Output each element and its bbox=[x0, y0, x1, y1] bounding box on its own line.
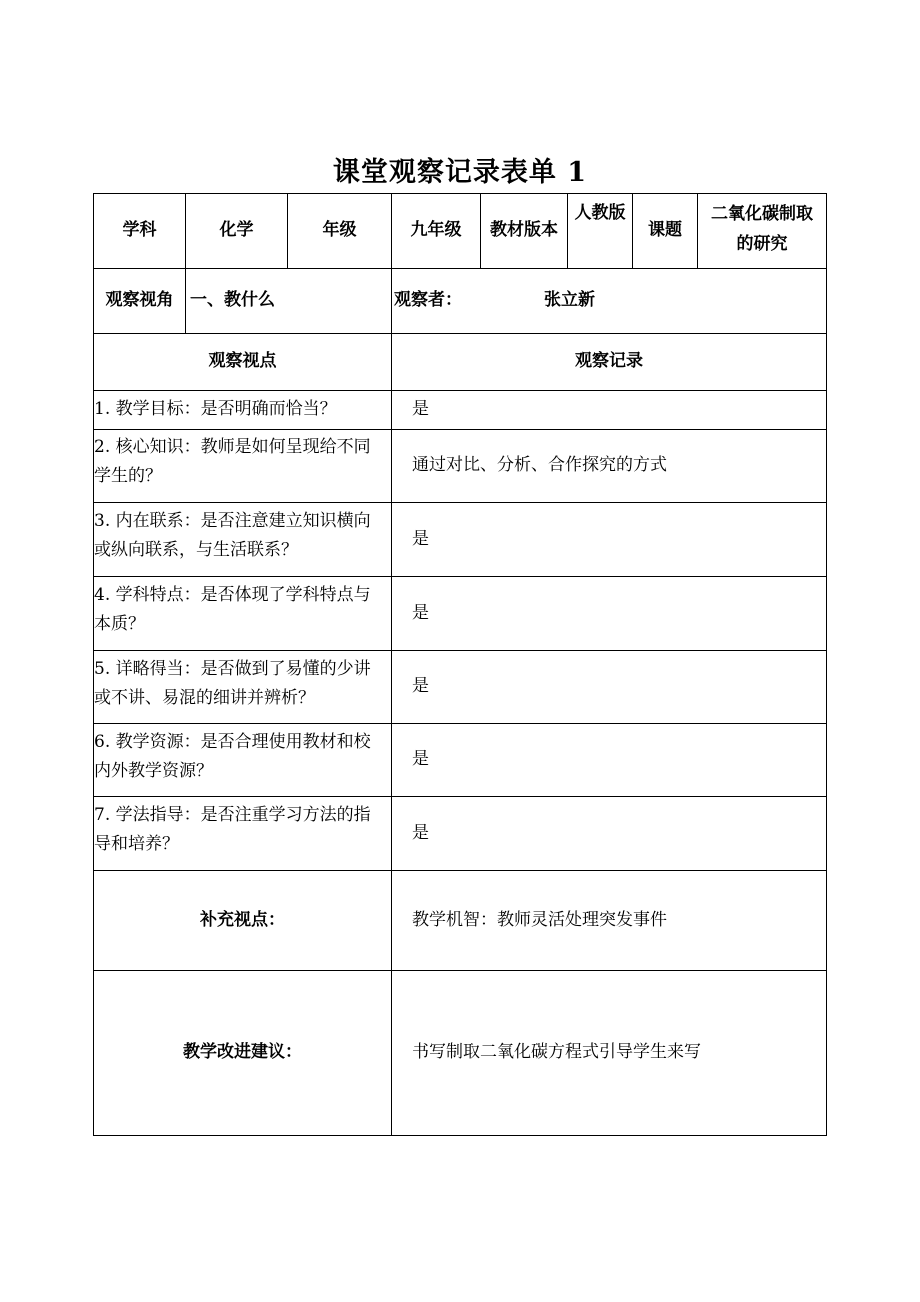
point-text-line1: 6. 教学资源：是否合理使用教材和校 bbox=[94, 732, 371, 752]
grade-value: 九年级 bbox=[391, 193, 480, 268]
edition-label: 教材版本 bbox=[480, 193, 567, 268]
record-cell: 是 bbox=[391, 390, 827, 429]
topic-value-line1: 二氧化碳制取 bbox=[711, 204, 813, 224]
suggestion-value: 书写制取二氧化碳方程式引导学生来写 bbox=[391, 970, 827, 1136]
point-text-line1: 7. 学法指导：是否注重学习方法的指 bbox=[94, 805, 371, 825]
point-row bbox=[93, 796, 391, 870]
observation-form-table bbox=[93, 193, 827, 1136]
point-text-line2: 或不讲、易混的细讲并辨析？ bbox=[94, 687, 315, 708]
record-cell: 是 bbox=[391, 723, 827, 796]
suggestion-label: 教学改进建议： bbox=[93, 970, 391, 1136]
point-text-line1: 5. 详略得当：是否做到了易懂的少讲 bbox=[94, 659, 371, 679]
point-text-line1: 3. 内在联系：是否注意建立知识横向 bbox=[94, 511, 371, 531]
observer-label: 观察者： bbox=[394, 290, 462, 311]
point-row bbox=[93, 650, 391, 723]
angle-label: 观察视角 bbox=[93, 268, 185, 333]
points-column-header: 观察视点 bbox=[93, 333, 391, 390]
topic-value bbox=[697, 193, 827, 268]
record-cell: 是 bbox=[391, 576, 827, 650]
point-text-line2: 或纵向联系，与生活联系？ bbox=[94, 539, 298, 560]
point-row bbox=[93, 390, 391, 429]
point-text-line2: 学生的？ bbox=[94, 465, 162, 486]
point-row bbox=[93, 502, 391, 576]
record-cell: 通过对比、分析、合作探究的方式 bbox=[391, 429, 827, 502]
subject-value: 化学 bbox=[185, 193, 287, 268]
observer-cell bbox=[391, 268, 827, 333]
point-row bbox=[93, 723, 391, 796]
supplement-value: 教学机智：教师灵活处理突发事件 bbox=[391, 870, 827, 970]
topic-label: 课题 bbox=[632, 193, 697, 268]
topic-value-line2: 的研究 bbox=[736, 233, 788, 254]
form-title: 课堂观察记录表单 1 bbox=[332, 157, 588, 188]
point-row bbox=[93, 429, 391, 502]
subject-label: 学科 bbox=[93, 193, 185, 268]
point-text-line2: 导和培养？ bbox=[94, 833, 179, 854]
point-text-line1: 4. 学科特点：是否体现了学科特点与 bbox=[94, 585, 371, 605]
point-text-line1: 2. 核心知识：教师是如何呈现给不同 bbox=[94, 437, 371, 457]
record-cell: 是 bbox=[391, 796, 827, 870]
point-text: 1. 教学目标：是否明确而恰当？ bbox=[94, 399, 337, 420]
grade-label: 年级 bbox=[287, 193, 391, 268]
edition-value: 人教版 bbox=[567, 193, 632, 268]
observer-name: 张立新 bbox=[544, 290, 595, 311]
records-column-header: 观察记录 bbox=[391, 333, 827, 390]
point-text-line2: 内外教学资源？ bbox=[94, 760, 213, 781]
supplement-label: 补充视点： bbox=[93, 870, 391, 970]
point-row bbox=[93, 576, 391, 650]
angle-value: 一、教什么 bbox=[185, 268, 391, 333]
point-text-line2: 本质？ bbox=[94, 613, 145, 634]
record-cell: 是 bbox=[391, 502, 827, 576]
record-cell: 是 bbox=[391, 650, 827, 723]
